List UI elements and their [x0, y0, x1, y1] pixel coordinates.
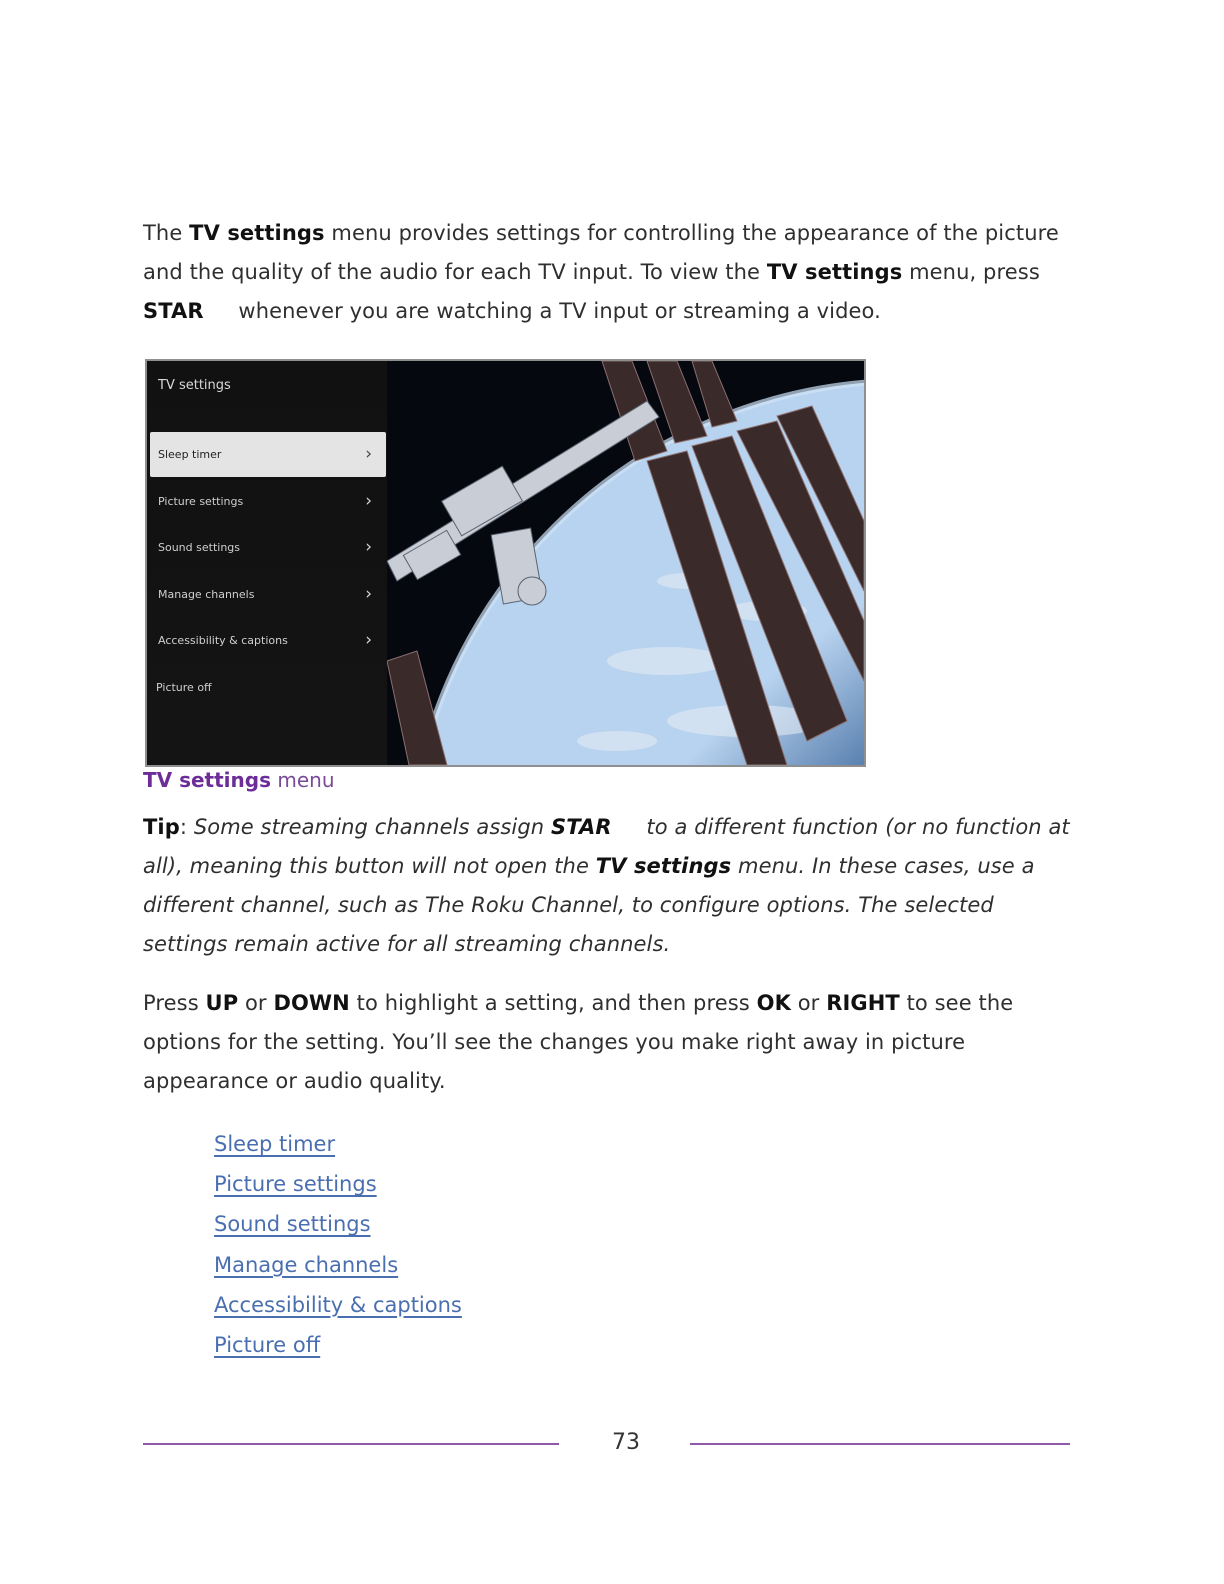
intro-text: menu, press	[902, 260, 1040, 284]
intro-text: whenever you are watching a TV input or streaming a video.	[231, 299, 881, 323]
chevron-right-icon: ›	[365, 491, 372, 511]
menu-item-manage-channels	[150, 572, 386, 617]
page-number: 73	[612, 1430, 640, 1455]
instructions-paragraph	[143, 984, 1083, 1101]
menu-item-label: Picture settings	[158, 495, 244, 508]
tv-settings-panel	[147, 361, 387, 765]
menu-item-label: Picture off	[156, 681, 212, 694]
press-bold-ok: OK	[756, 991, 791, 1015]
menu-item-label: Manage channels	[158, 588, 255, 601]
chevron-right-icon: ›	[365, 444, 372, 464]
press-text: to see the options for the setting. You’ll see the changes you make right away in picture appearance or audio quality.	[143, 991, 1014, 1093]
press-bold-up: UP	[205, 991, 239, 1015]
settings-links	[214, 1124, 462, 1365]
tip-bold-star: STAR	[550, 815, 612, 839]
press-text: to highlight a setting, and then press	[349, 991, 757, 1015]
caption-text: menu	[271, 768, 335, 792]
intro-paragraph	[143, 214, 1083, 331]
menu-item-sleep-timer	[150, 432, 386, 477]
menu-item-accessibility-captions	[150, 618, 386, 663]
chevron-right-icon: ›	[365, 584, 372, 604]
intro-bold-tv-settings: TV settings	[766, 260, 903, 284]
tip-text: menu. In these cases, use a different channel, such as The Roku Channel, to configure options. The selected settings remain active for all streaming channels.	[143, 854, 1035, 956]
panel-title: TV settings	[158, 378, 231, 393]
figure-caption	[143, 768, 335, 792]
press-bold-right: RIGHT	[826, 991, 900, 1015]
menu-item-sound-settings	[150, 525, 386, 570]
link-sound-settings[interactable]: Sound settings	[214, 1212, 371, 1237]
press-text: or	[238, 991, 274, 1015]
intro-bold-tv-settings: TV settings	[189, 221, 325, 245]
tip-text: Some streaming channels assign	[193, 815, 551, 839]
intro-text: The	[143, 221, 190, 245]
caption-bold: TV settings	[143, 768, 271, 792]
footer-divider-right	[690, 1443, 1070, 1445]
chevron-right-icon: ›	[365, 537, 372, 557]
intro-text: menu provides settings for controlling the appearance of the picture and the quality of the audio for each TV input. To view the	[143, 221, 1059, 284]
menu-item-picture-off	[150, 665, 386, 710]
footer-divider-left	[143, 1443, 559, 1445]
link-accessibility-captions[interactable]: Accessibility & captions	[214, 1292, 462, 1317]
tip-text: to a different function (or no function at all), meaning this button will not open the	[143, 815, 1070, 878]
menu-item-label: Sound settings	[158, 541, 241, 554]
link-picture-off[interactable]: Picture off	[214, 1333, 321, 1358]
tip-bold-tv-settings: TV settings	[595, 854, 732, 878]
link-picture-settings[interactable]: Picture settings	[214, 1172, 377, 1197]
press-text: Press	[143, 991, 206, 1015]
tip-paragraph	[143, 808, 1083, 964]
tip-colon: :	[179, 815, 194, 839]
link-manage-channels[interactable]: Manage channels	[214, 1252, 399, 1277]
menu-item-label: Sleep timer	[158, 448, 222, 461]
intro-bold-star: STAR	[143, 299, 204, 323]
menu-item-label: Accessibility & captions	[158, 634, 288, 647]
press-text: or	[790, 991, 827, 1015]
press-bold-down: DOWN	[273, 991, 350, 1015]
tv-settings-screenshot	[145, 359, 866, 767]
menu-item-picture-settings	[150, 479, 386, 524]
tip-label: Tip	[143, 815, 180, 839]
link-sleep-timer[interactable]: Sleep timer	[214, 1132, 336, 1156]
chevron-right-icon: ›	[365, 630, 372, 650]
